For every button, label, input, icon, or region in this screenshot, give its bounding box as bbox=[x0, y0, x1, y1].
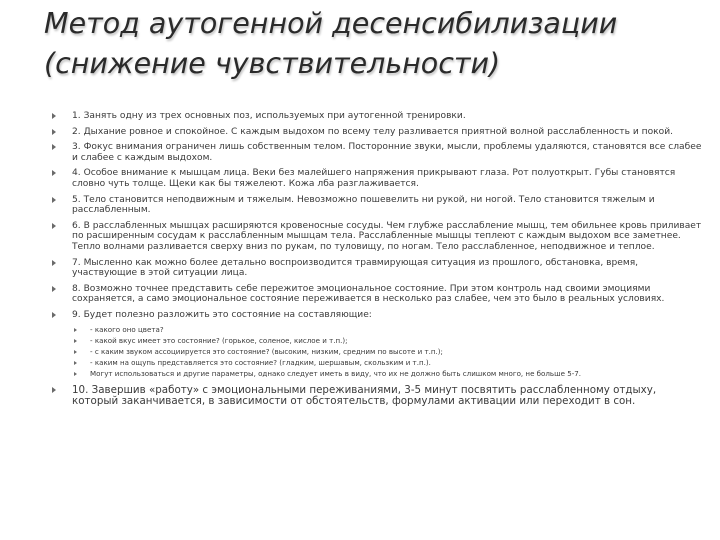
bullet-arrow-icon bbox=[52, 113, 56, 119]
title-line-2: (снижение чувствительности) bbox=[44, 47, 501, 80]
list-item-text: 8. Возможно точнее представить себе пережитое эмоциональное состояние. При этом контроль над своими эмоциями сохраняется, а само эмоциональное состояние переживается в несколько раз слабее, чем это было в реальных условиях. bbox=[72, 283, 665, 305]
bullet-arrow-icon bbox=[52, 260, 56, 266]
slide-title bbox=[44, 4, 704, 84]
sub-list-item-text: - с каким звуком ассоциируется это состояние? (высоким, низким, средним по высоте и т.п.); bbox=[90, 346, 443, 356]
sub-list-item-text: Могут использоваться и другие параметры, однако следует иметь в виду, что их не должно быть слишком много, не больше 5-7. bbox=[90, 369, 582, 379]
sub-list-item-text: - какого оно цвета? bbox=[90, 324, 164, 334]
sub-list-item-text: - какой вкус имеет это состояние? (горькое, соленое, кислое и т.п.); bbox=[90, 335, 348, 345]
sub-list-item bbox=[72, 346, 702, 357]
sub-list-item bbox=[72, 368, 702, 379]
content-list bbox=[52, 111, 702, 413]
sub-bullet-arrow-icon bbox=[74, 372, 77, 376]
list-item bbox=[52, 258, 702, 279]
bullet-arrow-icon bbox=[52, 387, 56, 393]
list-item-text: 3. Фокус внимания ограничен лишь собственным телом. Посторонние звуки, мысли, проблемы удаляются, становятся все слабее и слабее с каждым выдохом. bbox=[72, 142, 702, 163]
list-item-text: 4. Особое внимание к мышцам лица. Веки без малейшего напряжения прикрывают глаза. Рот полуоткрыт. Губы становятся словно чуть толще. Щеки как бы тяжелеют. Кожа лба разглаживается. bbox=[72, 168, 676, 189]
bullet-arrow-icon bbox=[52, 129, 56, 135]
sub-bullet-arrow-icon bbox=[74, 328, 77, 332]
list-item bbox=[52, 111, 702, 122]
bullet-arrow-icon bbox=[52, 197, 56, 203]
list-item-text: 1. Занять одну из трех основных поз, используемых при аутогенной тренировки. bbox=[72, 111, 466, 121]
sub-list bbox=[72, 324, 702, 380]
bullet-arrow-icon bbox=[52, 170, 56, 176]
sub-list-item-text: - каким на ощупь представляется это состояние? (гладким, шершавым, скользким и т.п.). bbox=[90, 358, 431, 368]
list-item-text: 2. Дыхание ровное и спокойное. С каждым выдохом по всему телу разливается приятной волной расслабленность и покой. bbox=[72, 126, 674, 137]
sub-list-item bbox=[72, 357, 702, 368]
list-item-text: 9. Будет полезно разложить это состояние на составляющие: bbox=[72, 309, 372, 320]
bullet-arrow-icon bbox=[52, 312, 56, 318]
list-item bbox=[52, 195, 702, 216]
list-item bbox=[52, 142, 702, 163]
list-item bbox=[52, 284, 702, 305]
list-item-text: 7. Мысленно как можно более детально воспроизводится травмирующая ситуация из прошлого, обстановка, время, участвующие в этой ситуации лица. bbox=[72, 257, 639, 279]
bullet-arrow-icon bbox=[52, 144, 56, 150]
list-item bbox=[52, 310, 702, 321]
sub-list-item bbox=[72, 324, 702, 335]
list-item-text: 6. В расслабленных мышцах расширяются кровеносные сосуды. Чем глубже расслабление мышц, тем обильнее кровь приливает по расширенным сосудам к расслабленным мышцам тела. Расслабленные мышцы теплеют с каждым выдохом все заметнее. Тепло волнами разливается сверху вниз по рукам, по туловищу, по ногам. Тело расслабленное, неподвижное и теплое. bbox=[72, 220, 702, 252]
list-item bbox=[52, 127, 702, 138]
list-item-text: 5. Тело становится неподвижным и тяжелым. Невозможно пошевелить ни рукой, ни ногой. Тело становится тяжелым и расслабленным. bbox=[72, 194, 655, 216]
list-item bbox=[52, 168, 702, 189]
list-item-text: 10. Завершив «работу» с эмоциональными переживаниями, 3-5 минут посвятить расслабленному отдыху, который заканчивается, в зависимости от обстоятельств, формулами активации или переходит в сон. bbox=[72, 383, 657, 408]
bullet-arrow-icon bbox=[52, 223, 56, 229]
sub-bullet-arrow-icon bbox=[74, 361, 77, 365]
sub-list-item bbox=[72, 335, 702, 346]
title-line-1: Метод аутогенной десенсибилизации bbox=[44, 7, 618, 40]
bullet-arrow-icon bbox=[52, 286, 56, 292]
list-item bbox=[52, 385, 702, 408]
list-item bbox=[52, 221, 702, 253]
sub-bullet-arrow-icon bbox=[74, 350, 77, 354]
sub-bullet-arrow-icon bbox=[74, 339, 77, 343]
